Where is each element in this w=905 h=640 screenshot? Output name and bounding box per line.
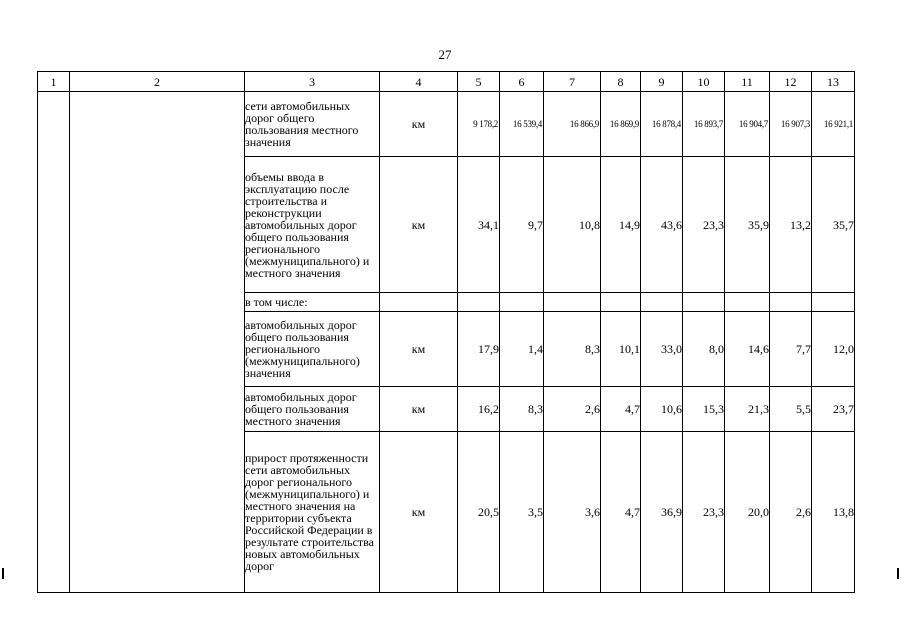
- value-cell: 16 907,3: [770, 92, 812, 157]
- right-margin-mark: [897, 568, 899, 579]
- value-cell: 36,9: [641, 432, 683, 593]
- column-header: 7: [544, 72, 601, 92]
- value-cell: 2,6: [544, 387, 601, 432]
- section-cell: [70, 92, 245, 593]
- value-cell: 10,6: [641, 387, 683, 432]
- value-cell: 35,7: [812, 157, 855, 293]
- value-cell: 13,2: [770, 157, 812, 293]
- value-cell: 14,9: [601, 157, 641, 293]
- value-cell: 16 869,9: [601, 92, 641, 157]
- value-cell: [500, 293, 544, 312]
- unit-cell: [380, 293, 458, 312]
- value-cell: 16 904,7: [725, 92, 770, 157]
- value-cell: 8,3: [500, 387, 544, 432]
- column-header: 11: [725, 72, 770, 92]
- page-number: 27: [438, 47, 452, 62]
- value-cell: 7,7: [770, 312, 812, 387]
- value-cell: 8,0: [683, 312, 725, 387]
- value-cell: 13,8: [812, 432, 855, 593]
- value-cell: 23,7: [812, 387, 855, 432]
- value-cell: [770, 293, 812, 312]
- column-header: 10: [683, 72, 725, 92]
- column-header: 6: [500, 72, 544, 92]
- column-header: 4: [380, 72, 458, 92]
- value-cell: [683, 293, 725, 312]
- value-cell: 8,3: [544, 312, 601, 387]
- value-cell: [641, 293, 683, 312]
- value-cell: 3,6: [544, 432, 601, 593]
- value-cell: [812, 293, 855, 312]
- column-header: 5: [458, 72, 500, 92]
- indicator-cell: в том числе:: [245, 293, 380, 312]
- column-header: 3: [245, 72, 380, 92]
- value-cell: 5,5: [770, 387, 812, 432]
- value-cell: 16 878,4: [641, 92, 683, 157]
- value-cell: [601, 293, 641, 312]
- value-cell: 23,3: [683, 157, 725, 293]
- value-cell: 16,2: [458, 387, 500, 432]
- value-cell: 20,5: [458, 432, 500, 593]
- value-cell: 17,9: [458, 312, 500, 387]
- value-cell: 16 866,9: [544, 92, 601, 157]
- unit-cell: км: [380, 157, 458, 293]
- unit-cell: км: [380, 432, 458, 593]
- value-cell: 33,0: [641, 312, 683, 387]
- left-margin-mark: [2, 568, 4, 579]
- value-cell: 9,7: [500, 157, 544, 293]
- value-cell: 4,7: [601, 387, 641, 432]
- value-cell: 35,9: [725, 157, 770, 293]
- value-cell: 43,6: [641, 157, 683, 293]
- value-cell: 14,6: [725, 312, 770, 387]
- indicator-cell: объемы ввода в эксплуатацию после строительства и реконструкции автомобильных дорог общего пользования регионального (межмуниципального) и местного значения: [245, 157, 380, 293]
- indicator-cell: прирост протяженности сети автомобильных дорог регионального (межмуниципального) и местного значения на территории субъекта Российской Федерации в результате строительства новых автомобильных дорог: [245, 432, 380, 593]
- value-cell: 10,1: [601, 312, 641, 387]
- value-cell: [544, 293, 601, 312]
- column-header: 1: [38, 72, 70, 92]
- column-number-row: [38, 72, 855, 92]
- value-cell: 20,0: [725, 432, 770, 593]
- value-cell: 2,6: [770, 432, 812, 593]
- column-header: 12: [770, 72, 812, 92]
- value-cell: [725, 293, 770, 312]
- indicator-cell: автомобильных дорог общего пользования местного значения: [245, 387, 380, 432]
- value-cell: 21,3: [725, 387, 770, 432]
- indicator-cell: автомобильных дорог общего пользования регионального (межмуниципального) значения: [245, 312, 380, 387]
- unit-cell: км: [380, 92, 458, 157]
- value-cell: [458, 293, 500, 312]
- value-cell: 10,8: [544, 157, 601, 293]
- indicators-table: [37, 71, 855, 593]
- column-header: 9: [641, 72, 683, 92]
- row-number-cell: [38, 92, 70, 593]
- value-cell: 4,7: [601, 432, 641, 593]
- value-cell: 16 921,1: [812, 92, 855, 157]
- value-cell: 1,4: [500, 312, 544, 387]
- value-cell: 15,3: [683, 387, 725, 432]
- value-cell: 34,1: [458, 157, 500, 293]
- indicator-cell: сети автомобильных дорог общего пользования местного значения: [245, 92, 380, 157]
- value-cell: 12,0: [812, 312, 855, 387]
- table-row: [38, 92, 855, 157]
- value-cell: 16 893,7: [683, 92, 725, 157]
- unit-cell: км: [380, 387, 458, 432]
- column-header: 13: [812, 72, 855, 92]
- value-cell: 9 178,2: [458, 92, 500, 157]
- value-cell: 23,3: [683, 432, 725, 593]
- column-header: 2: [70, 72, 245, 92]
- unit-cell: км: [380, 312, 458, 387]
- column-header: 8: [601, 72, 641, 92]
- value-cell: 3,5: [500, 432, 544, 593]
- value-cell: 16 539,4: [500, 92, 544, 157]
